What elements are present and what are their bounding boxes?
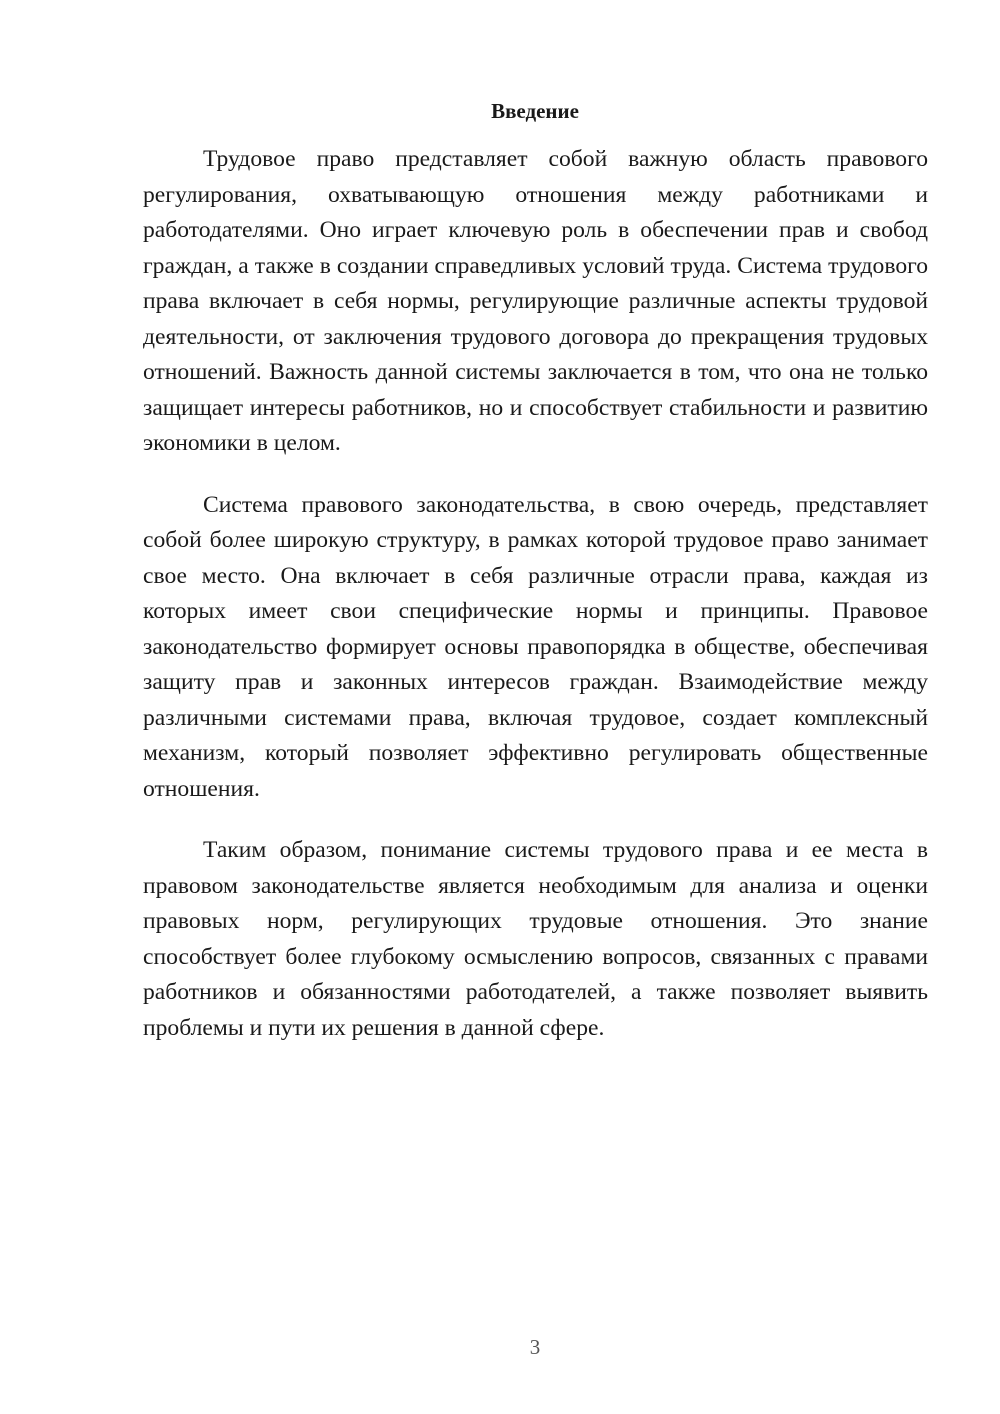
- paragraph-3: Таким образом, понимание системы трудового права и ее места в правовом законодательстве является необходимым для анализа и оценки правовых норм, регулирующих трудовые отношения. Это знание способствует более глубокому осмыслению вопросов, связанных с правами работников и обязанностями работодателей, а также позволяет выявить проблемы и пути их решения в данной сфере.: [143, 837, 928, 1041]
- paragraph-2: Система правового законодательства, в свою очередь, представляет собой более широкую структуру, в рамках которой трудовое право занимает свое место. Она включает в себя различные отрасли права, каждая из которых имеет свои специфические нормы и принципы. Правовое законодательство формирует основы правопорядка в обществе, обеспечивая защиту прав и законных интересов граждан. Взаимодействие между различными системами права, включая трудовое, создает комплексный механизм, который позволяет эффективно регулировать общественные отношения.: [143, 491, 928, 802]
- page-number: 3: [529, 1335, 541, 1359]
- body-text: [143, 142, 928, 1072]
- paragraph-1: Трудовое право представляет собой важную область правового регулирования, охватывающую отношения между работниками и работодателями. Оно играет ключевую роль в обеспечении прав и свобод граждан, а также в создании справедливых условий труда. Система трудового права включает в себя нормы, регулирующие различные аспекты трудовой деятельности, от заключения трудового договора до прекращения трудовых отношений. Важность данной системы заключается в том, что она не только защищает интересы работников, но и способствует стабильности и развитию экономики в целом.: [143, 146, 928, 456]
- page-heading: Введение: [491, 99, 579, 123]
